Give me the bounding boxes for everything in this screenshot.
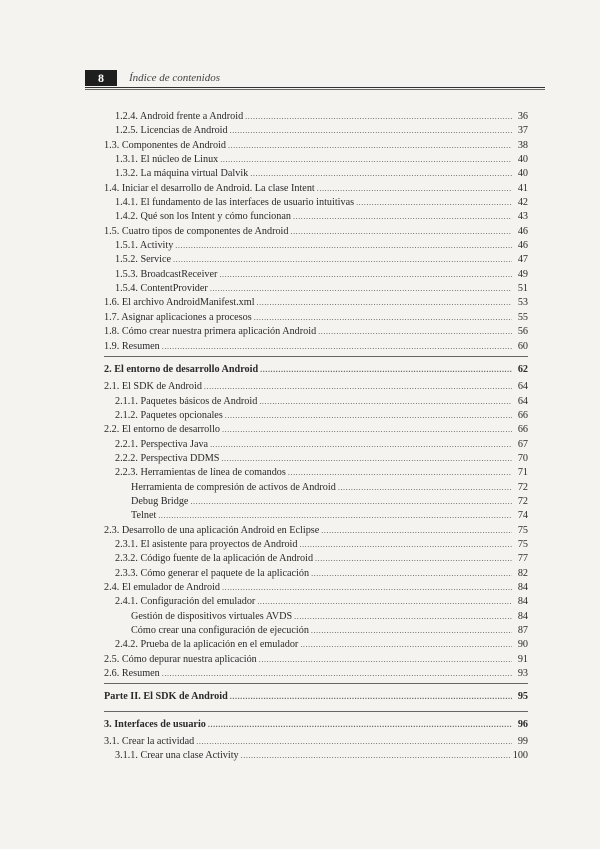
toc-entry: 2.6. Resumen ..... 93 xyxy=(104,667,528,681)
toc-entry: 2.2.2. Perspectiva DDMS ..... 70 xyxy=(104,452,528,466)
toc-entry: Telnet ..... 74 xyxy=(104,509,528,523)
toc-entry: 2.2. El entorno de desarrollo ..... 66 xyxy=(104,423,528,437)
toc-entry: 2.3.3. Cómo generar el paquete de la aplicación ..... 82 xyxy=(104,567,528,581)
toc-entry: 1.2.4. Android frente a Android ..... 36 xyxy=(104,110,528,124)
toc-entry: 1.2.5. Licencias de Android ..... 37 xyxy=(104,124,528,138)
toc-entry: 2.2.3. Herramientas de línea de comandos ..... 71 xyxy=(104,466,528,480)
page-header xyxy=(85,70,545,86)
toc-chapter-entry: 3. Interfaces de usuario ..... 96 xyxy=(104,718,528,732)
toc-entry: 1.4. Iniciar el desarrollo de Android. La clase Intent ..... 41 xyxy=(104,182,528,196)
toc-entry: 1.5.1. Activity ..... 46 xyxy=(104,239,528,253)
toc-entry: 1.5.3. BroadcastReceiver ..... 49 xyxy=(104,268,528,282)
table-of-contents xyxy=(104,110,528,764)
toc-entry: 1.8. Cómo crear nuestra primera aplicación Android ..... 56 xyxy=(104,325,528,339)
section-divider xyxy=(104,356,528,363)
toc-entry: Debug Bridge ..... 72 xyxy=(104,495,528,509)
toc-entry: 3.1.1. Crear una clase Activity ..... 100 xyxy=(104,749,528,763)
toc-entry: 1.4.2. Qué son los Intent y cómo funcionan ..... 43 xyxy=(104,210,528,224)
toc-entry: 2.3.1. El asistente para proyectos de Android ..... 75 xyxy=(104,538,528,552)
toc-entry: 2.1.1. Paquetes básicos de Android ..... 64 xyxy=(104,395,528,409)
toc-entry: 1.5.2. Service ..... 47 xyxy=(104,253,528,267)
toc-entry: Gestión de dispositivos virtuales AVDS ..... 84 xyxy=(104,610,528,624)
toc-entry: Cómo crear una configuración de ejecución ..... 87 xyxy=(104,624,528,638)
toc-entry: 1.5.4. ContentProvider ..... 51 xyxy=(104,282,528,296)
toc-entry: 2.5. Cómo depurar nuestra aplicación ..... 91 xyxy=(104,653,528,667)
toc-entry: 2.4.1. Configuración del emulador ..... 84 xyxy=(104,595,528,609)
toc-entry: 2.3. Desarrollo de una aplicación Android en Eclipse ..... 75 xyxy=(104,524,528,538)
toc-entry: 2.4.2. Prueba de la aplicación en el emulador ..... 90 xyxy=(104,638,528,652)
toc-chapter-entry: 2. El entorno de desarrollo Android ..... 62 xyxy=(104,363,528,377)
toc-entry: 1.7. Asignar aplicaciones a procesos ..... 55 xyxy=(104,311,528,325)
toc-entry: 3.1. Crear la actividad ..... 99 xyxy=(104,735,528,749)
toc-entry: 2.1. El SDK de Android ..... 64 xyxy=(104,380,528,394)
toc-entry: 2.2.1. Perspectiva Java ..... 67 xyxy=(104,438,528,452)
toc-entry: 2.1.2. Paquetes opcionales ..... 66 xyxy=(104,409,528,423)
toc-entry: 1.6. El archivo AndroidManifest.xml ..... 53 xyxy=(104,296,528,310)
running-title: Índice de contenidos xyxy=(129,72,221,84)
toc-entry: 2.4. El emulador de Android ..... 84 xyxy=(104,581,528,595)
toc-entry: 1.3. Componentes de Android ..... 38 xyxy=(104,139,528,153)
toc-entry: 1.4.1. El fundamento de las interfaces de usuario intuitivas ..... 42 xyxy=(104,196,528,210)
header-rule-secondary xyxy=(85,89,545,90)
toc-entry: 2.3.2. Código fuente de la aplicación de Android ..... 77 xyxy=(104,552,528,566)
section-divider xyxy=(104,711,528,718)
toc-entry: 1.3.1. El núcleo de Linux ..... 40 xyxy=(104,153,528,167)
toc-entry: 1.9. Resumen ..... 60 xyxy=(104,340,528,354)
section-divider xyxy=(104,683,528,690)
toc-part-entry: Parte II. El SDK de Android ..... 95 xyxy=(104,690,528,704)
page-number: 8 xyxy=(85,70,117,86)
toc-entry: Herramienta de compresión de activos de Android ..... 72 xyxy=(104,481,528,495)
toc-entry: 1.5. Cuatro tipos de componentes de Android ..... 46 xyxy=(104,225,528,239)
toc-entry: 1.3.2. La máquina virtual Dalvik ..... 40 xyxy=(104,167,528,181)
header-rule xyxy=(85,87,545,88)
